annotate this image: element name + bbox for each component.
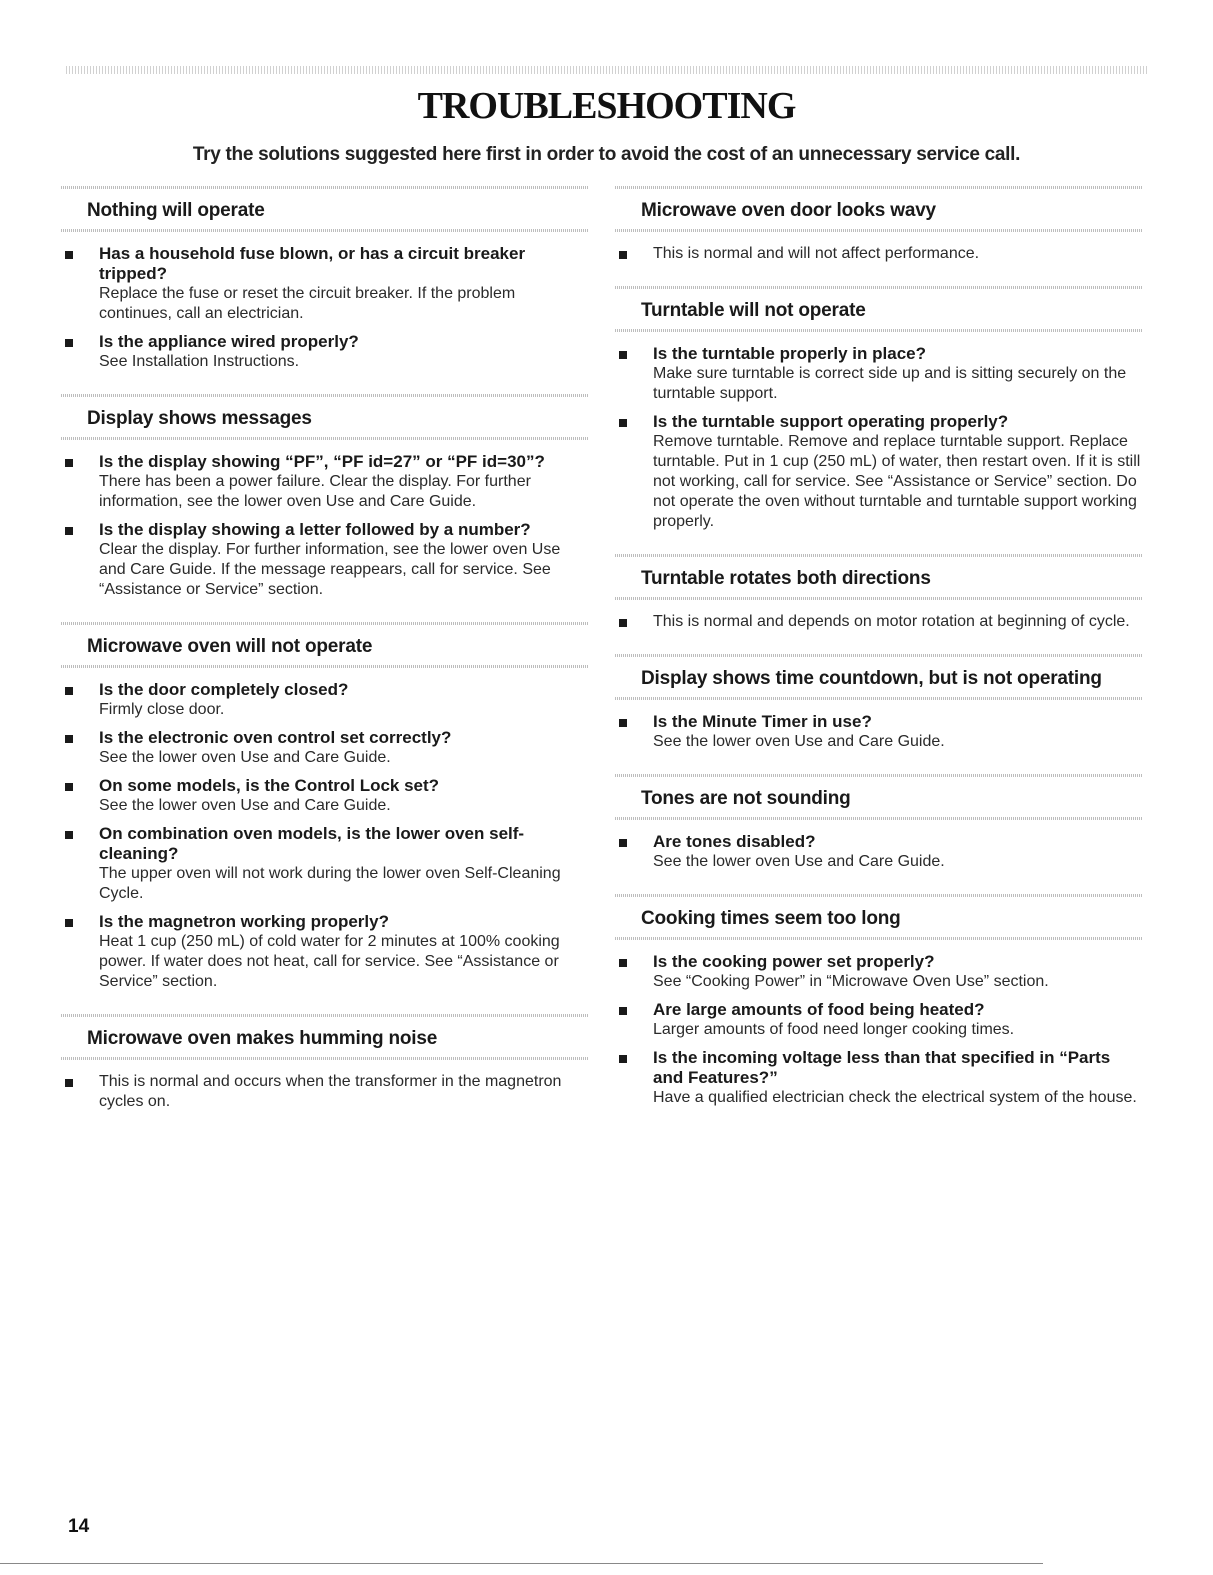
- list-item: [615, 344, 1143, 404]
- item-list: [615, 700, 1143, 774]
- item-list: [61, 232, 589, 394]
- answer: Heat 1 cup (250 mL) of cold water for 2 minutes at 100% cooking power. If water does not heat, call for service. See “Assistance or Service” section.: [99, 933, 560, 990]
- question: Is the display showing a letter followed by a number?: [99, 520, 531, 539]
- question: Is the magnetron working properly?: [99, 912, 389, 931]
- answer: Firmly close door.: [99, 701, 225, 718]
- item-list: [61, 668, 589, 1014]
- item-list: [61, 440, 589, 622]
- answer: See “Cooking Power” in “Microwave Oven Use” section.: [653, 973, 1049, 990]
- page-number: 14: [68, 1516, 90, 1537]
- item-list: [615, 820, 1143, 894]
- square-bullet-icon: [619, 959, 627, 967]
- footer-rule: [0, 1563, 1043, 1564]
- item-list: [615, 332, 1143, 554]
- section-heading: Microwave oven door looks wavy: [615, 186, 1143, 232]
- list-item: [61, 912, 589, 992]
- square-bullet-icon: [619, 619, 627, 627]
- header-rule: [66, 66, 1147, 74]
- answer: See Installation Instructions.: [99, 353, 300, 370]
- question: Are tones disabled?: [653, 832, 816, 851]
- section-microwave-oven-door-looks-wavy: [615, 186, 1143, 286]
- list-item: [615, 612, 1143, 632]
- square-bullet-icon: [65, 459, 73, 467]
- list-item: [615, 952, 1143, 992]
- square-bullet-icon: [619, 1007, 627, 1015]
- section-nothing-will-operate: [61, 186, 589, 394]
- page-subtitle: Try the solutions suggested here first in order to avoid the cost of an unnecessary service call.: [192, 144, 1021, 165]
- list-item: [615, 1048, 1143, 1108]
- section-heading: Nothing will operate: [61, 186, 589, 232]
- list-item: [61, 520, 589, 600]
- list-item: [61, 824, 589, 904]
- question: Is the incoming voltage less than that specified in “Parts and Features?”: [653, 1048, 1111, 1087]
- item-list: [615, 600, 1143, 654]
- question: Is the cooking power set properly?: [653, 952, 935, 971]
- question: Is the appliance wired properly?: [99, 332, 359, 351]
- answer: See the lower oven Use and Care Guide.: [99, 797, 391, 814]
- list-item: [615, 832, 1143, 872]
- square-bullet-icon: [65, 687, 73, 695]
- answer: See the lower oven Use and Care Guide.: [653, 853, 945, 870]
- square-bullet-icon: [65, 735, 73, 743]
- answer: Clear the display. For further information, see the lower oven Use and Care Guide. If the message reappears, call for service. See “Assistance or Service” section.: [99, 541, 561, 598]
- square-bullet-icon: [619, 419, 627, 427]
- answer: Remove turntable. Remove and replace turntable support. Replace turntable. Put in 1 cup (250 mL) of water, then restart oven. If it is still not working, call for service. See “Assistance or Service” section. Do not operate the oven without turntable and turntable support working properly.: [653, 433, 1141, 530]
- question: Is the door completely closed?: [99, 680, 349, 699]
- square-bullet-icon: [65, 831, 73, 839]
- question: Are large amounts of food being heated?: [653, 1000, 985, 1019]
- square-bullet-icon: [65, 919, 73, 927]
- section-heading: Microwave oven will not operate: [61, 622, 589, 668]
- square-bullet-icon: [619, 351, 627, 359]
- answer: There has been a power failure. Clear the display. For further information, see the lower oven Use and Care Guide.: [99, 473, 531, 510]
- question: Is the turntable properly in place?: [653, 344, 926, 363]
- question: Is the Minute Timer in use?: [653, 712, 872, 731]
- square-bullet-icon: [65, 1079, 73, 1087]
- list-item: [615, 712, 1143, 752]
- square-bullet-icon: [65, 527, 73, 535]
- section-heading: Microwave oven makes humming noise: [61, 1014, 589, 1060]
- question: On combination oven models, is the lower oven self-cleaning?: [99, 824, 525, 863]
- right-column: [615, 186, 1143, 1130]
- item-list: [615, 232, 1143, 286]
- left-column: [61, 186, 589, 1134]
- list-item: [61, 332, 589, 372]
- section-turntable-will-not-operate: [615, 286, 1143, 554]
- section-heading: Tones are not sounding: [615, 774, 1143, 820]
- section-display-shows-time-countdown-but-is-not-operating: [615, 654, 1143, 774]
- section-turntable-rotates-both-directions: [615, 554, 1143, 654]
- list-item: [61, 680, 589, 720]
- note: This is normal and occurs when the transformer in the magnetron cycles on.: [99, 1073, 562, 1110]
- item-list: [615, 940, 1143, 1130]
- question: Is the display showing “PF”, “PF id=27” or “PF id=30”?: [99, 452, 545, 471]
- answer: Larger amounts of food need longer cooking times.: [653, 1021, 1015, 1038]
- square-bullet-icon: [65, 783, 73, 791]
- section-heading: Display shows messages: [61, 394, 589, 440]
- note: This is normal and will not affect performance.: [653, 245, 980, 262]
- section-cooking-times-seem-too-long: [615, 894, 1143, 1130]
- answer: Make sure turntable is correct side up and is sitting securely on the turntable support.: [653, 365, 1127, 402]
- list-item: [61, 452, 589, 512]
- square-bullet-icon: [619, 1055, 627, 1063]
- list-item: [615, 1000, 1143, 1040]
- question: Has a household fuse blown, or has a circuit breaker tripped?: [99, 244, 526, 283]
- section-microwave-oven-will-not-operate: [61, 622, 589, 1014]
- square-bullet-icon: [619, 839, 627, 847]
- answer: The upper oven will not work during the lower oven Self-Cleaning Cycle.: [99, 865, 561, 902]
- section-heading: Display shows time countdown, but is not operating: [615, 654, 1143, 700]
- square-bullet-icon: [619, 719, 627, 727]
- section-heading: Turntable rotates both directions: [615, 554, 1143, 600]
- question: On some models, is the Control Lock set?: [99, 776, 440, 795]
- list-item: [61, 1072, 589, 1112]
- note: This is normal and depends on motor rotation at beginning of cycle.: [653, 613, 1130, 630]
- section-heading: Cooking times seem too long: [615, 894, 1143, 940]
- list-item: [61, 776, 589, 816]
- section-tones-are-not-sounding: [615, 774, 1143, 894]
- list-item: [61, 728, 589, 768]
- answer: See the lower oven Use and Care Guide.: [653, 733, 945, 750]
- page-title: TROUBLESHOOTING: [417, 85, 796, 127]
- answer: See the lower oven Use and Care Guide.: [99, 749, 391, 766]
- section-heading: Turntable will not operate: [615, 286, 1143, 332]
- answer: Have a qualified electrician check the electrical system of the house.: [653, 1089, 1137, 1106]
- section-display-shows-messages: [61, 394, 589, 622]
- item-list: [61, 1060, 589, 1134]
- list-item: [615, 244, 1143, 264]
- square-bullet-icon: [65, 251, 73, 259]
- question: Is the electronic oven control set correctly?: [99, 728, 452, 747]
- list-item: [61, 244, 589, 324]
- answer: Replace the fuse or reset the circuit breaker. If the problem continues, call an electrician.: [99, 285, 516, 322]
- list-item: [615, 412, 1143, 532]
- question: Is the turntable support operating properly?: [653, 412, 1009, 431]
- section-microwave-oven-makes-humming-noise: [61, 1014, 589, 1134]
- square-bullet-icon: [619, 251, 627, 259]
- square-bullet-icon: [65, 339, 73, 347]
